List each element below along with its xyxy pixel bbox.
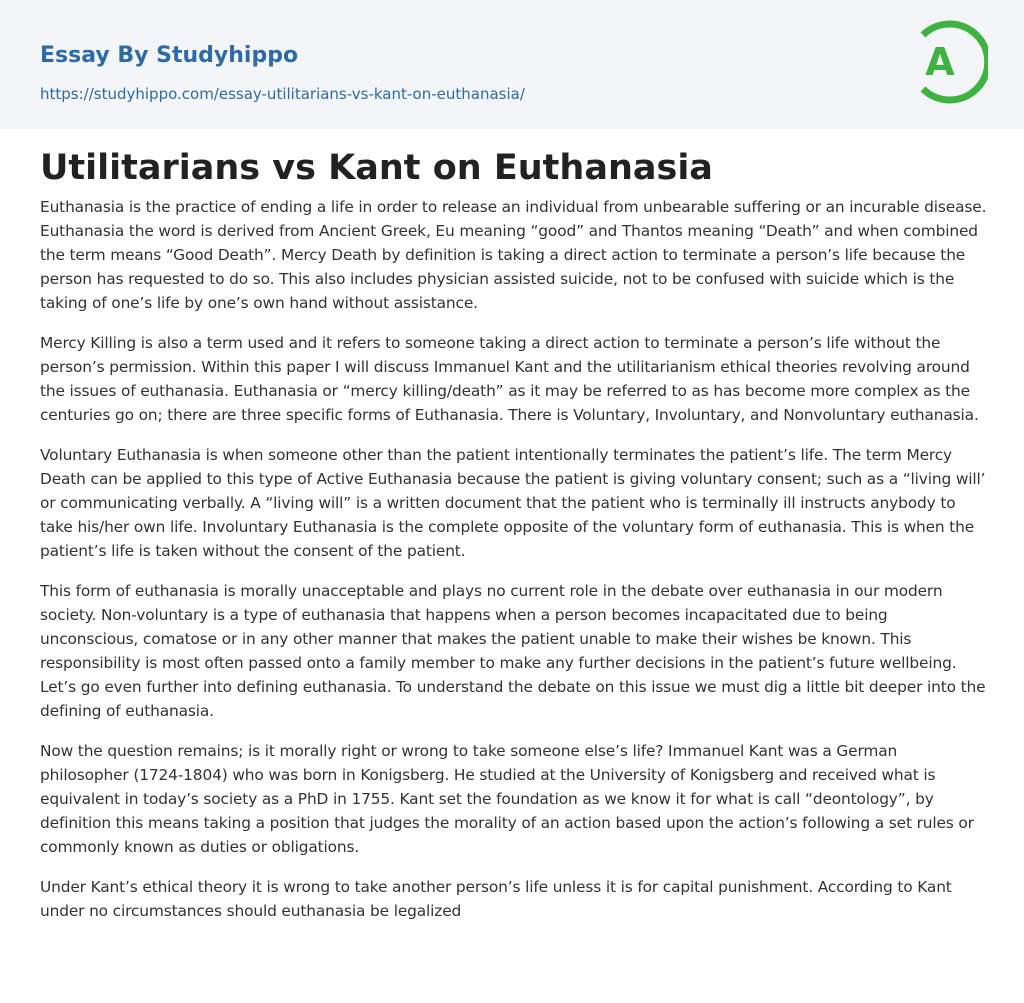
essay-paragraph: Voluntary Euthanasia is when someone other than the patient intentionally terminates the patient’s life. The term Mercy Death can be applied to this type of Active Euthanasia because the patient is giving voluntary consent; such as a “living will’ or communicating verbally. A “living will” is a written document that the patient who is terminally ill instructs anybody to take his/her own life. Involuntary Euthanasia is the complete opposite of the voluntary form of euthanasia. This is when the patient’s life is taken without the consent of the patient. <box>40 446 986 560</box>
brand-title[interactable]: Essay By Studyhippo <box>40 43 299 68</box>
essay-paragraph: Mercy Killing is also a term used and it refers to someone taking a direct action to terminate a person’s life without the person’s permission. Within this paper I will discuss Immanuel Kant and the utilitarianism ethical theories revolving around the issues of euthanasia. Euthanasia or “mercy killing/death” as it may be referred to as has become more complex as the centuries go on; there are three specific forms of Euthanasia. There is Voluntary, Involuntary, and Nonvoluntary euthanasia. <box>40 334 979 424</box>
site-header <box>0 0 1024 129</box>
essay-body <box>40 195 988 939</box>
essay-paragraph: Under Kant’s ethical theory it is wrong to take another person’s life unless it is for capital punishment. According to Kant under no circumstances should euthanasia be legalized <box>40 878 952 920</box>
essay-paragraph: This form of euthanasia is morally unacceptable and plays no current role in the debate over euthanasia in our modern society. Non-voluntary is a type of euthanasia that happens when a person becomes incapacitated due to being unconscious, comatose or in any other manner that makes the patient unable to make their wishes be known. This responsibility is most often passed onto a family member to make any further decisions in the patient’s future wellbeing. Let’s go even further into defining euthanasia. To understand the debate on this issue we must dig a little bit deeper into the defining of euthanasia. <box>40 582 986 720</box>
essay-title: Utilitarians vs Kant on Euthanasia <box>40 148 713 188</box>
studyhippo-logo-icon[interactable] <box>906 18 988 106</box>
essay-paragraph: Now the question remains; is it morally right or wrong to take someone else’s life? Immanuel Kant was a German philosopher (1724-1804) who was born in Konigsberg. He studied at the University of Konigsberg and received what is equivalent in today’s society as a PhD in 1755. Kant set the foundation as we know it for what is call “deontology”, by definition this means taking a position that judges the morality of an action based upon the action’s following a set rules or commonly known as duties or obligations. <box>40 742 974 856</box>
page-url-link[interactable]: https://studyhippo.com/essay-utilitarians-vs-kant-on-euthanasia/ <box>40 85 525 103</box>
essay-paragraph: Euthanasia is the practice of ending a life in order to release an individual from unbearable suffering or an incurable disease. Euthanasia the word is derived from Ancient Greek, Eu meaning “good” and Thantos meaning “Death” and when combined the term means “Good Death”. Mercy Death by definition is taking a direct action to terminate a person’s life because the person has requested to do so. This also includes physician assisted suicide, not to be confused with suicide which is the taking of one’s life by one’s own hand without assistance. <box>40 198 987 312</box>
logo-letter: A <box>925 40 955 84</box>
